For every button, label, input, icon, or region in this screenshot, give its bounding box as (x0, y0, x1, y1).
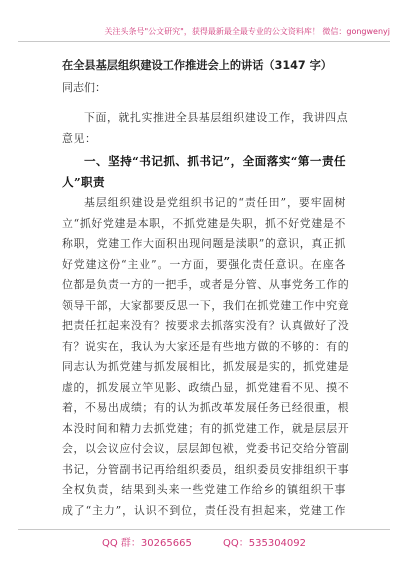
document-title: 在全县基层组织建设工作推进会上的讲话（3147 字） (62, 59, 332, 72)
page-header: 关注头条号"公文研究"，获得最新最全最专业的公文资料库！ 微信：gongwenyj (18, 26, 390, 42)
text-line: 把责任扛起来没有？按要求去抓落实没有？认真做好了没 (62, 319, 350, 332)
text-line: 虚的，抓发展立竿见影、政绩凸显，抓党建看不见、摸不 (62, 380, 350, 394)
footer-divider (18, 529, 390, 530)
heading-line: 一、坚持“书记抓、抓书记”，全面落实“第一责任 (84, 154, 346, 168)
text-line: 有？说实在，我认为大家还是有些地方做的不够的：有的 (62, 339, 350, 353)
text-line: 领导干部，大家都要反思一下，我们在抓党建工作中究竟 (62, 298, 350, 312)
document-body (62, 58, 350, 521)
text-line: 同志认为抓党建与抓发展相比，抓发展是实的，抓党建是 (62, 360, 350, 373)
text-line: 好党建这份“主业”。一方面，要强化责任意识。在座各 (62, 257, 346, 271)
text-line: 成了“主力”，认识不到位，责任没有担起来，党建工作 (62, 503, 346, 517)
text-line: 下面，就扎实推进全县基层组织建设工作，我讲四点 (84, 111, 349, 124)
text-line: 全权负责，结果到头来一些党建工作给乡的镇组织干事 (62, 483, 346, 496)
text-line: 立“抓好党建是本职，不抓党建是失职，抓不好党建是不 (62, 216, 346, 230)
section-paragraph (62, 193, 350, 521)
footer-qq-group: QQ 群：30265665 (101, 538, 192, 549)
text-line: 书记，分管副书记再给组织委员，组织委员安排组织干事 (62, 462, 350, 476)
text-line: 基层组织建设是党组织书记的“责任田”，要牢固树 (84, 196, 346, 209)
text-line: 称职，党建工作大面积出现问题是渎职”的意识，真正抓 (62, 237, 346, 250)
footer-qq: QQ：535304092 (223, 538, 307, 549)
intro-paragraph (62, 108, 349, 149)
page-footer (0, 534, 408, 549)
text-line: 位都是负责一方的一把手，或者是分管、从事党务工作的 (62, 278, 350, 291)
text-line: 着，不易出成绩；有的认为抓改革发展任务已经很重，根 (62, 401, 350, 414)
text-line: 本没时间和精力去抓党建；有的抓党建工作，就是层层开 (62, 421, 350, 435)
section-heading (62, 151, 346, 193)
text-line: 会，以会议应付会议，层层卸包袱，党委书记交给分管副 (62, 442, 350, 455)
heading-line: 人”职责 (62, 175, 106, 189)
greeting: 同志们： (62, 81, 106, 94)
text-line: 意见： (62, 131, 97, 145)
